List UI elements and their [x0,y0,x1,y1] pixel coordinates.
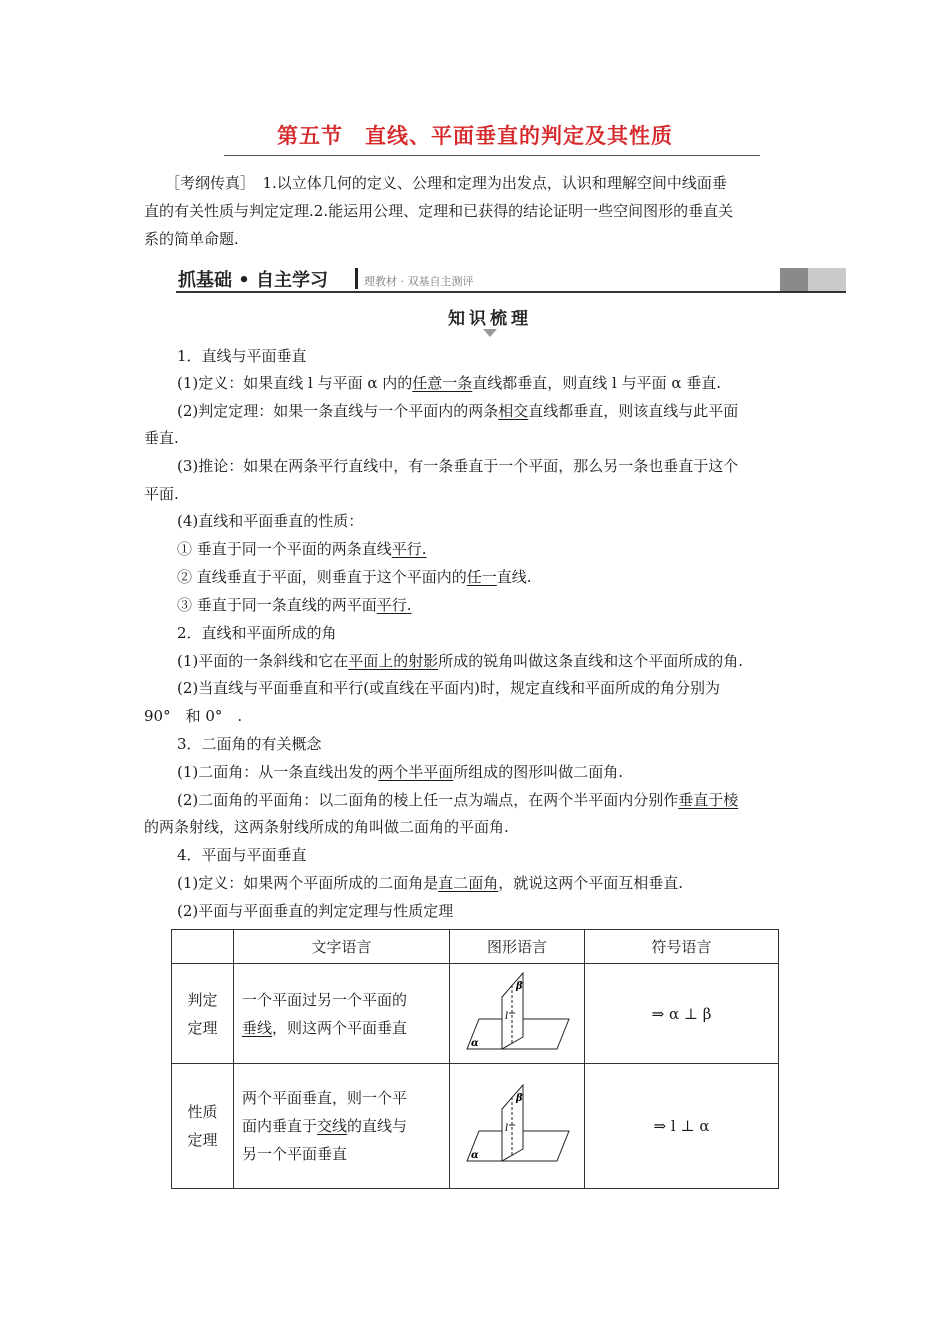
symbol-cell: ⇒ α ⊥ β [585,964,779,1064]
s3-heading: 3．二面角的有关概念 [177,735,322,753]
row-label-line: 性质 [187,1103,218,1121]
text: (1)平面的一条斜线和它在 [177,652,349,670]
text: (1)二面角：从一条直线出发的 [177,763,379,781]
text: 直线. [496,568,532,586]
cell-text: 一个平面过另一个平面的 [242,990,408,1009]
text: ，就说这两个平面互相垂直. [498,874,684,892]
page-title: 第五节 直线、平面垂直的判定及其性质 [277,124,673,148]
text: 直线都垂直，则直线 l 与平面 α 垂直. [472,374,722,392]
intro-line-3: 系的简单命题. [144,230,239,248]
banner-dark-block [780,268,808,291]
s2-line-1 [177,651,743,671]
perpendicular-planes-figure [457,1081,577,1167]
banner-underline [176,291,846,293]
answer-blank: 两个半平面 [378,763,454,781]
cell-text: 另一个平面垂直 [242,1145,348,1163]
text: (1)定义：如果两个平面所成的二面角是 [177,874,439,892]
row-label-line: 定理 [187,1018,218,1037]
banner-light-block [808,268,846,291]
text: 直线都垂直，则该直线与此平面 [528,402,739,420]
label-l: l [505,1123,509,1134]
s1-definition [177,373,721,393]
table-header: 符号语言 [585,930,779,964]
title-divider [224,155,760,156]
label-beta: β [516,980,523,992]
banner-main-label: 抓基础 • 自主学习 [178,270,329,291]
text: ② 直线垂直于平面，则垂直于这个平面内的 [177,568,467,586]
banner-sub-label: 理教材 · 双基自主测评 [364,275,474,288]
text: 面内垂直于 [242,1117,318,1135]
cell-text [242,1112,441,1140]
table-header: 文字语言 [234,930,450,964]
text: (2)二面角的平面角：以二面角的棱上任一点为端点，在两个半平面内分别作 [177,791,679,809]
s3-line-2 [177,790,738,810]
intro-line-1: ［考纲传真］ 1.以立体几何的定义、公理和定理为出发点，认识和理解空间中线面垂 [165,174,727,192]
table-row [172,1064,779,1189]
table-header: 图形语言 [450,930,585,964]
s2-heading: 2．直线和平面所成的角 [177,624,337,642]
s3-line-2-cont: 的两条射线，这两条射线所成的角叫做二面角的平面角. [144,818,509,836]
table-row [172,964,779,1064]
answer-blank: 任一 [466,568,497,586]
answer-blank: 垂线 [242,1018,273,1037]
intro-line-2: 直的有关性质与判定定理.2.能运用公理、定理和已获得的结论证明一些空间图形的垂直关 [144,202,734,220]
banner-separator [355,268,358,289]
text: (2)判定定理：如果一条直线与一个平面内的两条 [177,402,499,420]
answer-blank: 垂直于棱 [678,791,739,809]
answer-blank: 平行. [391,540,427,558]
section-title: 知识梳理 [448,309,532,329]
s1-corollary-2: 平面. [144,485,179,503]
s2-line-2: (2)当直线与平面垂直和平行(或直线在平面内)时，规定直线和平面所成的角分别为 [177,679,720,697]
s4-line-1 [177,873,683,893]
label-alpha: α [471,1037,479,1049]
answer-blank: 平面上的射影 [348,652,439,670]
answer-blank: 任意一条 [412,374,473,392]
text: 所组成的图形叫做二面角. [453,763,624,781]
s1-corollary-1: (3)推论：如果在两条平行直线中，有一条垂直于一个平面，那么另一条也垂直于这个 [177,457,739,475]
cell-text [242,1014,441,1042]
text: 的直线与 [347,1117,408,1135]
cell-text: 两个平面垂直，则一个平 [242,1089,408,1107]
label-l: l [505,1010,509,1022]
figure-cell [450,964,585,1064]
text-language-cell [234,1064,450,1189]
label-beta: β [516,1093,523,1104]
answer-blank: 交线 [317,1117,348,1135]
text: ① 垂直于同一个平面的两条直线 [177,540,392,558]
s4-heading: 4．平面与平面垂直 [177,846,307,864]
row-label-line: 判定 [187,990,218,1009]
s1-property-3 [177,595,412,615]
s1-property-2 [177,567,532,587]
text: (1)定义：如果直线 l 与平面 α 内的 [177,374,413,392]
row-label [172,1064,234,1189]
section-banner [176,263,846,293]
s1-theorem [177,401,738,421]
text-language-cell [234,964,450,1064]
label-alpha: α [471,1150,479,1161]
answer-blank: 直二面角 [438,874,499,892]
s3-line-1 [177,762,623,782]
row-label [172,964,234,1064]
s1-property-heading: (4)直线和平面垂直的性质： [177,512,364,530]
figure-cell [450,1064,585,1189]
s1-property-1 [177,539,427,559]
table-header-empty [172,930,234,964]
answer-blank: 相交 [498,402,529,420]
table-header-row [172,930,779,964]
text: 所成的锐角叫做这条直线和这个平面所成的角. [438,652,744,670]
s1-heading: 1．直线与平面垂直 [177,347,307,365]
text: ③ 垂直于同一条直线的两平面 [177,596,377,614]
text: ，则这两个平面垂直 [272,1018,408,1037]
symbol-cell: ⇒ l ⊥ α [585,1064,779,1189]
s2-line-2-cont: 90° 和 0° . [144,707,243,725]
row-label-line: 定理 [187,1131,218,1149]
s4-line-2: (2)平面与平面垂直的判定定理与性质定理 [177,902,454,920]
triangle-down-icon [483,329,497,337]
s1-theorem-cont: 垂直. [144,429,179,447]
theorem-table [171,929,779,1189]
answer-blank: 平行. [376,596,412,614]
perpendicular-planes-figure [457,969,577,1055]
